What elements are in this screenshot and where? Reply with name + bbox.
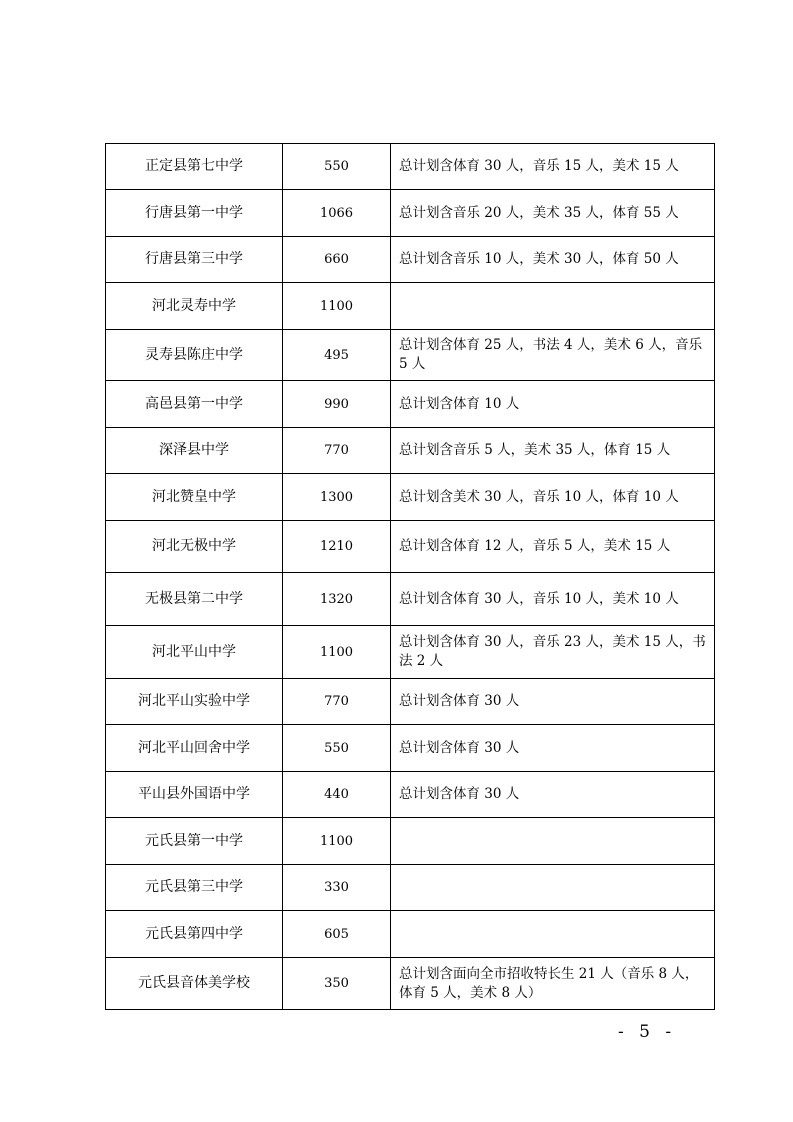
- remark-cell: 总计划含面向全市招收特长生 21 人（音乐 8 人，体育 5 人，美术 8 人）: [391, 958, 715, 1010]
- school-name-cell: 行唐县第三中学: [106, 237, 283, 283]
- school-name-cell: 河北平山实验中学: [106, 679, 283, 725]
- table-row: [106, 521, 715, 573]
- school-name-cell: 平山县外国语中学: [106, 772, 283, 818]
- enrollment-count-cell: 660: [283, 237, 391, 283]
- school-name-cell: 高邑县第一中学: [106, 381, 283, 428]
- table-row: [106, 573, 715, 626]
- enrollment-count-cell: 495: [283, 330, 391, 381]
- table-row: [106, 725, 715, 772]
- school-name-cell: 元氏县第三中学: [106, 865, 283, 911]
- school-name-cell: 正定县第七中学: [106, 144, 283, 190]
- enrollment-count-cell: 770: [283, 679, 391, 725]
- school-name-cell: 无极县第二中学: [106, 573, 283, 626]
- table-row: [106, 190, 715, 237]
- enrollment-count-cell: 550: [283, 144, 391, 190]
- table-row: [106, 428, 715, 474]
- enrollment-count-cell: 1100: [283, 818, 391, 865]
- table-row: [106, 626, 715, 679]
- school-name-cell: 元氏县第四中学: [106, 911, 283, 958]
- school-name-cell: 深泽县中学: [106, 428, 283, 474]
- remark-cell: 总计划含音乐 20 人，美术 35 人，体育 55 人: [391, 190, 715, 237]
- remark-cell: 总计划含体育 25 人，书法 4 人，美术 6 人，音乐 5 人: [391, 330, 715, 381]
- table-row: [106, 772, 715, 818]
- table-row: [106, 330, 715, 381]
- enrollment-count-cell: 440: [283, 772, 391, 818]
- school-name-cell: 河北无极中学: [106, 521, 283, 573]
- enrollment-count-cell: 605: [283, 911, 391, 958]
- page-number: - 5 -: [618, 1022, 677, 1042]
- table-row: [106, 237, 715, 283]
- remark-cell: [391, 911, 715, 958]
- school-name-cell: 元氏县第一中学: [106, 818, 283, 865]
- table-row: [106, 865, 715, 911]
- table-row: [106, 474, 715, 521]
- remark-cell: 总计划含体育 30 人: [391, 725, 715, 772]
- enrollment-count-cell: 550: [283, 725, 391, 772]
- remark-cell: 总计划含体育 30 人: [391, 679, 715, 725]
- remark-cell: 总计划含体育 30 人，音乐 23 人，美术 15 人，书法 2 人: [391, 626, 715, 679]
- remark-cell: 总计划含音乐 10 人，美术 30 人，体育 50 人: [391, 237, 715, 283]
- remark-cell: 总计划含体育 30 人，音乐 15 人，美术 15 人: [391, 144, 715, 190]
- remark-cell: 总计划含体育 30 人: [391, 772, 715, 818]
- remark-cell: [391, 865, 715, 911]
- school-name-cell: 河北平山中学: [106, 626, 283, 679]
- remark-cell: 总计划含体育 12 人，音乐 5 人，美术 15 人: [391, 521, 715, 573]
- enrollment-count-cell: 1100: [283, 283, 391, 330]
- enrollment-count-cell: 350: [283, 958, 391, 1010]
- table-row: [106, 818, 715, 865]
- school-name-cell: 河北灵寿中学: [106, 283, 283, 330]
- enrollment-count-cell: 1210: [283, 521, 391, 573]
- enrollment-count-cell: 1066: [283, 190, 391, 237]
- school-name-cell: 河北赞皇中学: [106, 474, 283, 521]
- school-name-cell: 行唐县第一中学: [106, 190, 283, 237]
- table-row: [106, 958, 715, 1010]
- table-row: [106, 911, 715, 958]
- enrollment-plan-table: [105, 143, 715, 1010]
- enrollment-count-cell: 990: [283, 381, 391, 428]
- remark-cell: 总计划含音乐 5 人，美术 35 人，体育 15 人: [391, 428, 715, 474]
- enrollment-count-cell: 1100: [283, 626, 391, 679]
- enrollment-count-cell: 330: [283, 865, 391, 911]
- remark-cell: 总计划含体育 30 人，音乐 10 人，美术 10 人: [391, 573, 715, 626]
- school-name-cell: 河北平山回舍中学: [106, 725, 283, 772]
- table-row: [106, 679, 715, 725]
- table-body: [106, 144, 715, 1010]
- remark-cell: [391, 283, 715, 330]
- enrollment-count-cell: 770: [283, 428, 391, 474]
- enrollment-count-cell: 1300: [283, 474, 391, 521]
- school-name-cell: 灵寿县陈庄中学: [106, 330, 283, 381]
- table-row: [106, 381, 715, 428]
- table-row: [106, 144, 715, 190]
- remark-cell: 总计划含体育 10 人: [391, 381, 715, 428]
- remark-cell: 总计划含美术 30 人，音乐 10 人，体育 10 人: [391, 474, 715, 521]
- school-name-cell: 元氏县音体美学校: [106, 958, 283, 1010]
- table-row: [106, 283, 715, 330]
- enrollment-count-cell: 1320: [283, 573, 391, 626]
- remark-cell: [391, 818, 715, 865]
